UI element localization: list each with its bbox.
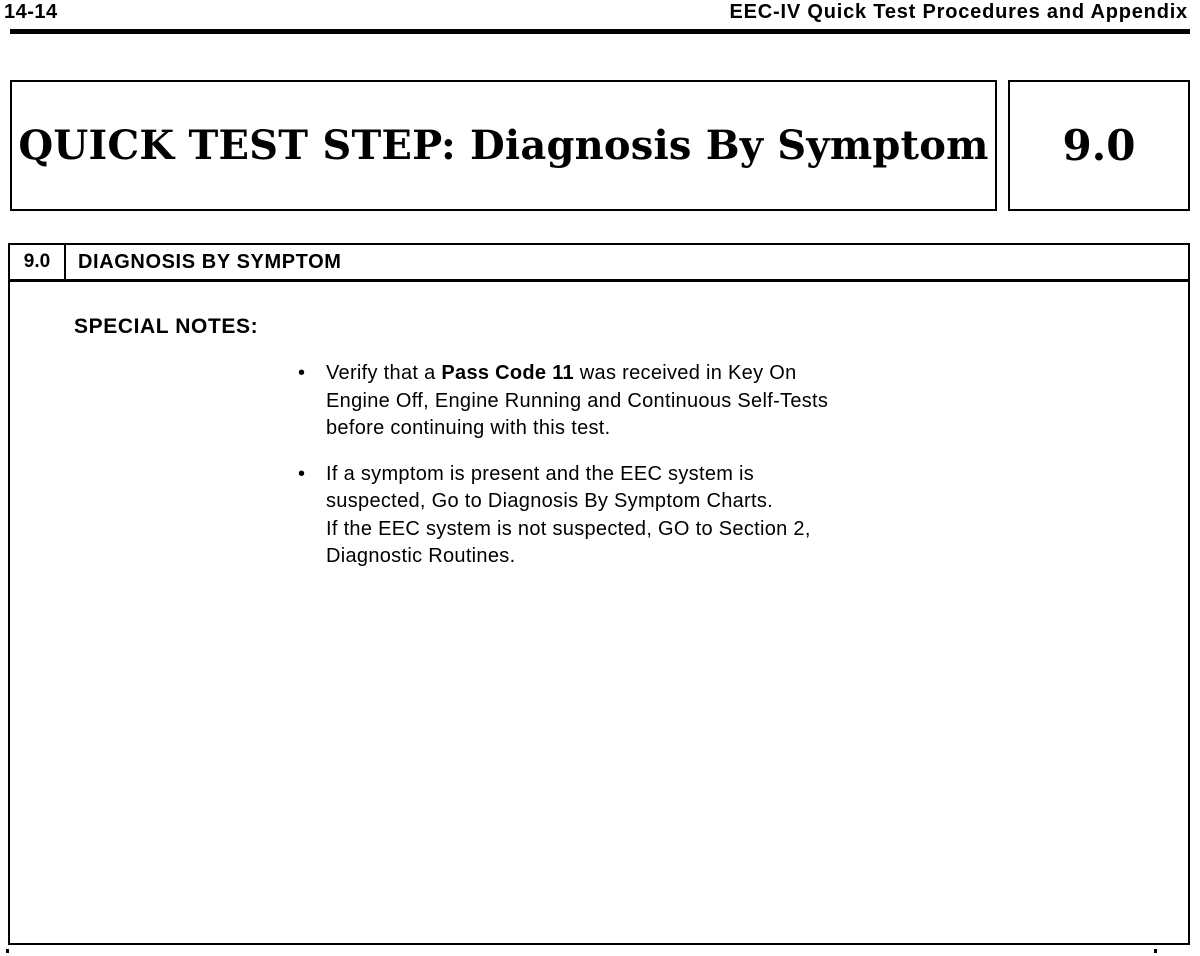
page-number: 14-14 bbox=[4, 1, 58, 23]
bullet-icon: • bbox=[298, 462, 306, 485]
note-line: before continuing with this test. bbox=[326, 417, 611, 439]
pass-code-emphasis: Pass Code 11 bbox=[441, 362, 574, 384]
note-item-pass-code bbox=[294, 360, 954, 443]
scan-edge-mark bbox=[6, 949, 9, 953]
page-title: QUICK TEST STEP: Diagnosis By Symptom bbox=[18, 122, 989, 169]
note-item-symptom bbox=[294, 461, 954, 571]
running-title: EEC-IV Quick Test Procedures and Appendix bbox=[729, 1, 1188, 23]
note-line bbox=[326, 360, 954, 388]
note-text: was received in Key On bbox=[573, 362, 797, 384]
step-number: 9.0 bbox=[1062, 121, 1136, 170]
notes-list bbox=[294, 360, 954, 589]
section-number: 9.0 bbox=[10, 245, 66, 279]
note-line: Engine Off, Engine Running and Continuous Self-Tests bbox=[326, 389, 829, 412]
section-header bbox=[10, 245, 1188, 282]
scan-edge-mark bbox=[1154, 949, 1157, 953]
running-header bbox=[0, 0, 1192, 28]
note-text: Verify that a bbox=[326, 362, 442, 384]
section-title: DIAGNOSIS BY SYMPTOM bbox=[78, 251, 342, 273]
title-box bbox=[10, 80, 997, 211]
note-line: If a symptom is present and the EEC system is bbox=[326, 462, 755, 485]
note-line: suspected, Go to Diagnosis By Symptom Charts. bbox=[326, 490, 774, 512]
header-rule bbox=[10, 29, 1190, 34]
note-line: If the EEC system is not suspected, GO to Section 2, bbox=[326, 517, 811, 540]
notes-heading: SPECIAL NOTES: bbox=[74, 315, 259, 338]
section-panel bbox=[8, 243, 1190, 945]
step-number-box bbox=[1008, 80, 1190, 211]
note-line: Diagnostic Routines. bbox=[326, 545, 516, 567]
bullet-icon: • bbox=[298, 362, 306, 384]
